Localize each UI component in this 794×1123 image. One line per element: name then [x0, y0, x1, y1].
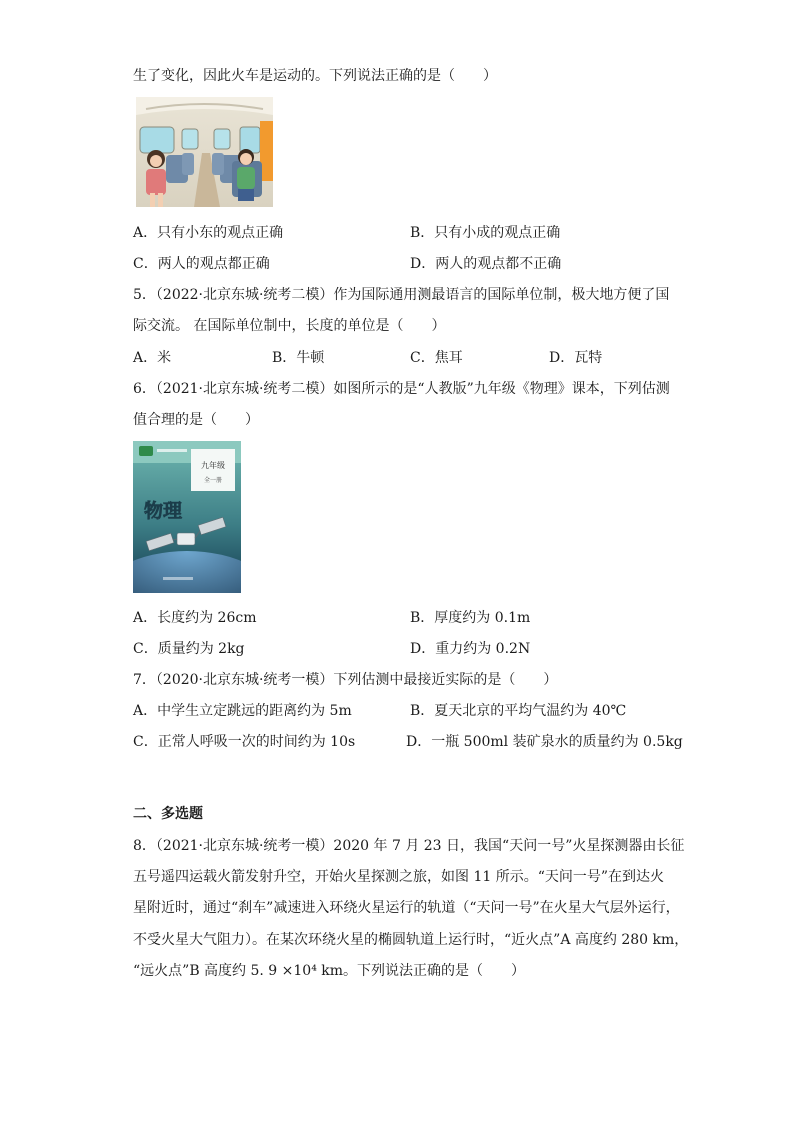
physics-textbook-cover: [133, 441, 241, 593]
q4-option-a: A．只有小东的观点正确: [133, 225, 284, 241]
q5-option-d: D．瓦特: [549, 350, 603, 366]
q7-option-c: C．正常人呼吸一次的时间约为 10s: [133, 734, 356, 750]
q5-option-b: B．牛顿: [272, 350, 325, 366]
q6-option-d: D．重力约为 0.2N: [410, 641, 531, 657]
q5-option-a: A．米: [133, 350, 172, 366]
q7-option-a: A．中学生立定跳远的距离约为 5m: [133, 703, 352, 719]
book-volume-text: 全一册: [203, 477, 223, 484]
book-title-text: 物理: [143, 500, 183, 522]
q6-option-b: B．厚度约为 0.1m: [410, 610, 531, 626]
q6-option-a: A．长度约为 26cm: [133, 610, 257, 626]
q8-stem-line2: 五号遥四运载火箭发射升空，开始火星探测之旅，如图 11 所示。“天问一号”在到达火: [133, 869, 665, 885]
q7-option-d: D．一瓶 500ml 装矿泉水的质量约为 0.5kg: [406, 734, 683, 750]
q5-stem-line1: 5．（2022·北京东城·统考二模）作为国际通用测最语言的国际单位制，极大地方便了国: [133, 287, 670, 303]
q6-stem-line2: 值合理的是（ ）: [133, 412, 259, 428]
q4-option-c: C．两人的观点都正确: [133, 256, 270, 272]
train-interior-illustration: [136, 97, 273, 207]
q5-option-c: C．焦耳: [410, 350, 463, 366]
section-heading-multiple-choice: 二、多选题: [133, 806, 203, 822]
q5-stem-line2: 际交流。 在国际单位制中，长度的单位是（ ）: [133, 318, 446, 334]
q8-stem-line5: “远火点”B 高度约 5. 9 ×10⁴ km。下列说法正确的是（ ）: [133, 963, 526, 979]
q8-stem-line3: 星附近时，通过“刹车”减速进入环绕火星运行的轨道（“天问一号”在火星大气层外运行，: [133, 900, 680, 916]
q7-option-b: B．夏天北京的平均气温约为 40℃: [410, 703, 627, 719]
q7-stem-line1: 7．（2020·北京东城·统考一模）下列估测中最接近实际的是（ ）: [133, 672, 558, 688]
q8-stem-line1: 8．（2021·北京东城·统考一模）2020 年 7 月 23 日，我国“天问一号”火星探测器由长征: [133, 838, 685, 854]
q8-stem-line4: 不受火星大气阻力）。在某次环绕火星的椭圆轨道上运行时，“近火点”A 高度约 280 km，: [133, 932, 689, 948]
q4-option-d: D．两人的观点都不正确: [410, 256, 562, 272]
q6-option-c: C．质量约为 2kg: [133, 641, 245, 657]
q4-stem-tail: 生了变化，因此火车是运动的。下列说法正确的是（ ）: [133, 68, 497, 84]
q4-option-b: B．只有小成的观点正确: [410, 225, 561, 241]
q6-stem-line1: 6．（2021·北京东城·统考二模）如图所示的是“人教版”九年级《物理》课本，下列估测: [133, 381, 670, 397]
book-grade-text: 九年级: [201, 461, 225, 470]
